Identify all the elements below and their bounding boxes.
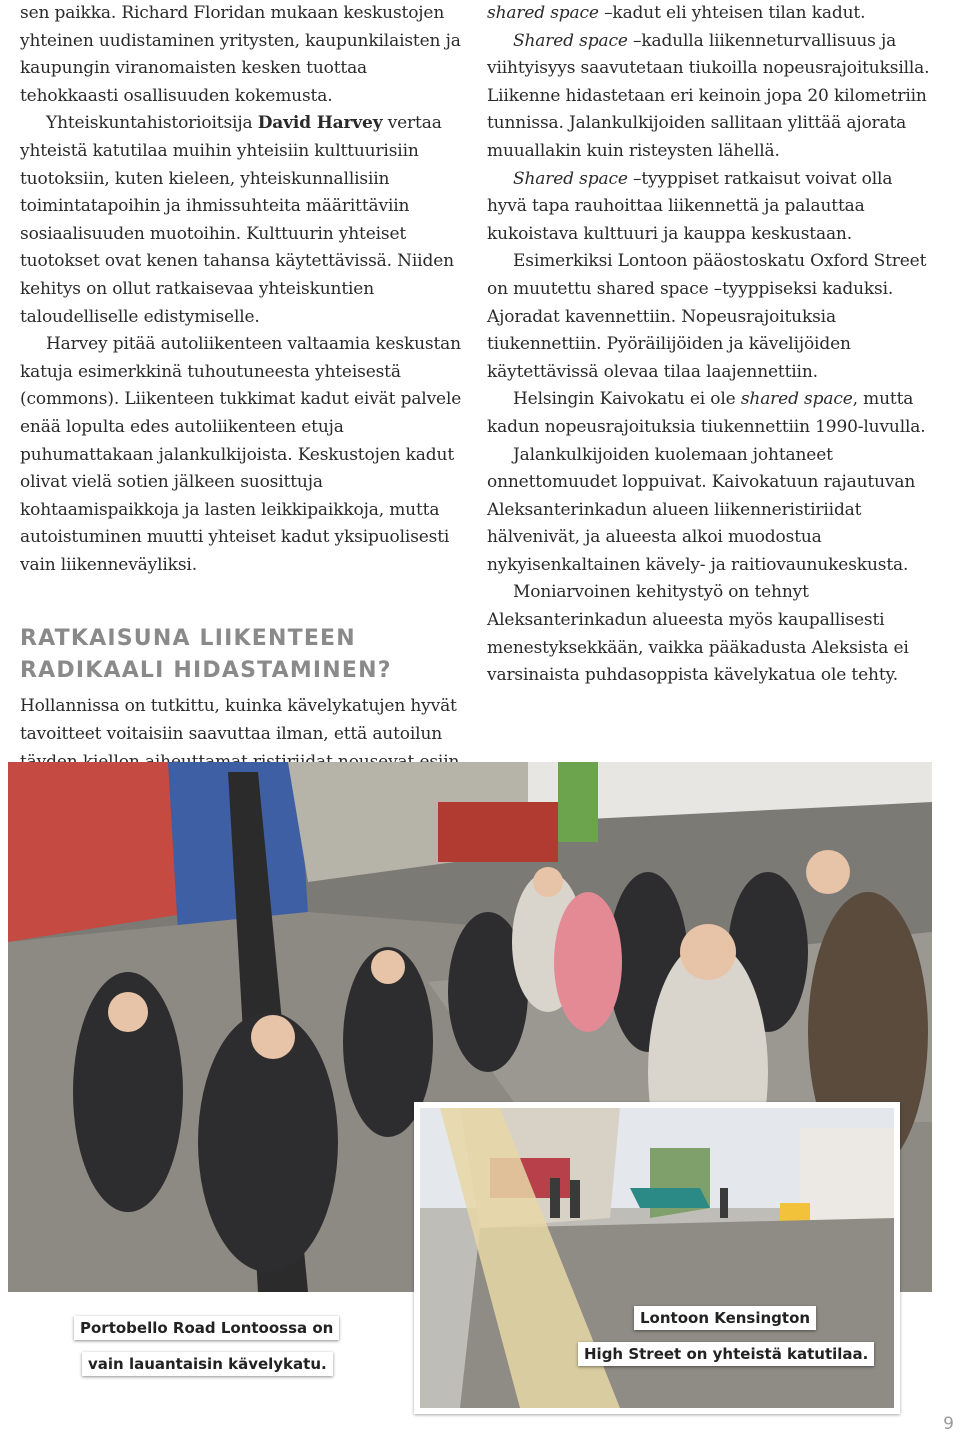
paragraph: Helsingin Kaivokatu ei ole shared space, mutta kadun nopeusrajoituksia tiukennettiin 1990-luvulla. (487, 389, 926, 437)
section-heading: RATKAISUNA LIIKENTEEN RADIKAALI HIDASTAMINEN? (20, 626, 392, 684)
paragraph: Yhteiskuntahistorioitsija David Harvey vertaa yhteistä katutilaa muihin yhteisiin kulttuurisiin tuotoksiin, kuten kieleen, yhteiskunnallisiin toimintatapoihin ja ihmissuhteita määrittäviin sosiaalisuuden muotoihin. Kulttuurin yhteiset tuotokset ovat kenen tahansa käytettävissä. Niiden kehitys on ollut ratkaisevaa yhteiskuntien taloudelliselle edistymiselle. (20, 113, 454, 327)
photo-caption: vain lauantaisin kävelykatu. (82, 1352, 333, 1376)
paragraph: Shared space –tyyppiset ratkaisut voivat olla hyvä tapa rauhoittaa liikennettä ja palauttaa kukoistava kulttuuri ja kauppa keskustaan. (487, 168, 893, 244)
left-text-column (20, 0, 465, 859)
paragraph: Harvey pitää autoliikenteen valtaamia keskustan katuja esimerkkinä tuhoutuneesta yhteisestä (commons). Liikenteen tukkimat kadut eivät palvele enää lopulta edes autoliikenteen etuja puhumattakaan jalankulkijoista. Keskustojen kadut olivat vielä sotien jälkeen suosittuja kohtaamispaikkoja ja lasten leikkipaikkoja, mutta autoistuminen muutti yhteiset kadut yksipuolisesti vain liikenneväyliksi. (20, 334, 462, 575)
page-number: 9 (943, 1414, 954, 1434)
paragraph: Jalankulkijoiden kuolemaan johtaneet onnettomuudet loppuivat. Kaivokatuun rajautuvan Aleksanterinkadun alueen liikenneristiriidat hälvenivät, ja alueesta alkoi muodostua nykyisenkaltainen kävely- ja raitiovaunukeskusta. (487, 444, 916, 575)
paragraph: shared space –kadut eli yhteisen tilan kadut. (487, 3, 866, 23)
photo-caption: Portobello Road Lontoossa on (74, 1316, 339, 1340)
paragraph: Hollannissa on tutkittu, kuinka kävelykatujen hyvät tavoitteet voitaisiin saavuttaa ilman, että autoilun (20, 696, 457, 745)
person-name: David Harvey (257, 113, 383, 134)
right-text-column (487, 0, 932, 690)
paragraph: sen paikka. Richard Floridan mukaan keskustojen yhteinen uudistaminen yritysten, kaupunkilaisten ja kaupungin viranomaisten kesken tuottaa tehokkaasti osallisuuden kokemusta. (20, 3, 461, 106)
paragraph: Esimerkiksi Lontoon pääostoskatu Oxford Street on muutettu shared space –tyyppiseksi kaduksi. Ajoradat kavennettiin. Nopeusrajoituksia tiukennettiin. Pyöräilijöiden ja kävelijöiden käytettävissä olevaa tilaa laajennettiin. (487, 251, 927, 382)
kensington-high-street-photo (414, 1102, 900, 1414)
photo-caption: Lontoon Kensington (634, 1306, 816, 1330)
paragraph: Shared space –kadulla liikenneturvallisuus ja viihtyisyys saavutetaan tiukoilla nopeusrajoituksilla. Liikenne hidastetaan eri keinoin jopa 20 kilometriin tunnissa. Jalankulkijoiden sallitaan ylittää ajorata muuallakin kuin risteysten lähellä. (487, 30, 930, 161)
photo-caption: High Street on yhteistä katutilaa. (578, 1342, 874, 1366)
paragraph: Moniarvoinen kehitystyö on tehnyt Aleksanterinkadun alueesta myös kaupallisesti menestyksekkään, vaikka pääkadusta Aleksista ei varsinaista puhdasoppista kävelykatua ole tehty. (487, 582, 909, 686)
